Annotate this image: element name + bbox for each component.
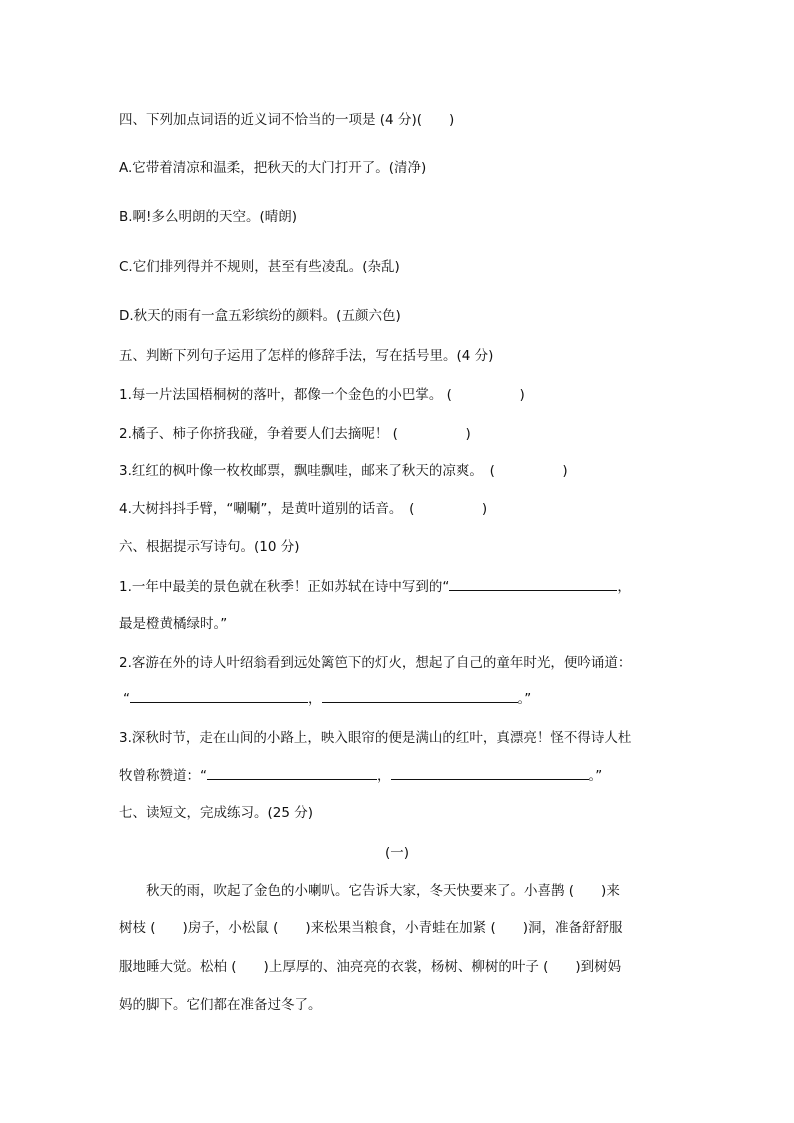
q6-item-1-cont: 最是橙黄橘绿时。” bbox=[119, 616, 228, 632]
answer-blank[interactable] bbox=[322, 688, 518, 703]
q5-item-4: 4.大树抖抖手臂，“唰唰”，是黄叶道别的话音。 ( ) bbox=[119, 501, 488, 517]
comma: ， bbox=[308, 691, 322, 707]
q6-item-3: 3.深秋时节，走在山间的小路上，映入眼帘的便是满山的红叶，真漂亮！怪不得诗人杜 bbox=[119, 730, 632, 746]
q6-item-2-answer bbox=[123, 688, 531, 709]
q4-option-d: D.秋天的雨有一盒五彩缤纷的颜料。(五颜六色) bbox=[119, 308, 401, 324]
answer-blank[interactable] bbox=[130, 688, 308, 703]
q7-paragraph-line-4: 妈的脚下。它们都在准备过冬了。 bbox=[119, 997, 322, 1013]
q6-item-1 bbox=[119, 576, 631, 597]
q7-paragraph-line-3: 服地睡大觉。松柏 ( )上厚厚的、油亮亮的衣裳，杨树、柳树的叶子 ( )到树妈 bbox=[119, 959, 622, 975]
answer-blank[interactable] bbox=[449, 576, 617, 591]
q6-item-1-text: 1.一年中最美的景色就在秋季！正如苏轼在诗中写到的“ bbox=[119, 579, 450, 595]
open-quote: “ bbox=[123, 691, 130, 707]
q5-item-1: 1.每一片法国梧桐树的落叶，都像一个金色的小巴掌。 ( ) bbox=[119, 387, 525, 403]
close-quote: 。” bbox=[517, 691, 532, 707]
q5-title: 五、判断下列句子运用了怎样的修辞手法，写在括号里。(4 分) bbox=[119, 348, 494, 364]
q6-item-3-answer bbox=[119, 765, 602, 786]
q7-title: 七、读短文，完成练习。(25 分) bbox=[119, 805, 314, 821]
q5-item-3: 3.红红的枫叶像一枚枚邮票，飘哇飘哇，邮来了秋天的凉爽。 ( ) bbox=[119, 463, 568, 479]
answer-blank[interactable] bbox=[207, 765, 377, 780]
q6-item-3-text: 牧曾称赞道：“ bbox=[119, 768, 207, 784]
close-quote: 。” bbox=[588, 768, 603, 784]
q7-paragraph-line-1: 秋天的雨，吹起了金色的小喇叭。它告诉大家，冬天快要来了。小喜鹊 ( )来 bbox=[119, 883, 620, 899]
comma: ， bbox=[617, 579, 631, 595]
answer-blank[interactable] bbox=[391, 765, 589, 780]
q4-option-a: A.它带着清凉和温柔，把秋天的大门打开了。(清净) bbox=[119, 160, 427, 176]
q4-option-c: C.它们排列得并不规则，甚至有些凌乱。(杂乱) bbox=[119, 259, 400, 275]
q5-item-2: 2.橘子、柿子你挤我碰，争着要人们去摘呢！ ( ) bbox=[119, 426, 471, 442]
q4-option-b: B.啊!多么明朗的天空。(晴朗) bbox=[119, 209, 297, 225]
q4-title: 四、下列加点词语的近义词不恰当的一项是 (4 分)( ) bbox=[119, 112, 455, 128]
comma: ， bbox=[377, 768, 391, 784]
q6-item-2: 2.客游在外的诗人叶绍翁看到远处篱笆下的灯火，想起了自己的童年时光，便吟诵道： bbox=[119, 655, 632, 671]
q7-paragraph-line-2: 树枝 ( )房子，小松鼠 ( )来松果当粮食，小青蛙在加紧 ( )洞，准备舒舒服 bbox=[119, 920, 623, 936]
q7-subtitle: (一) bbox=[384, 845, 410, 861]
q6-title: 六、根据提示写诗句。(10 分) bbox=[119, 539, 300, 555]
